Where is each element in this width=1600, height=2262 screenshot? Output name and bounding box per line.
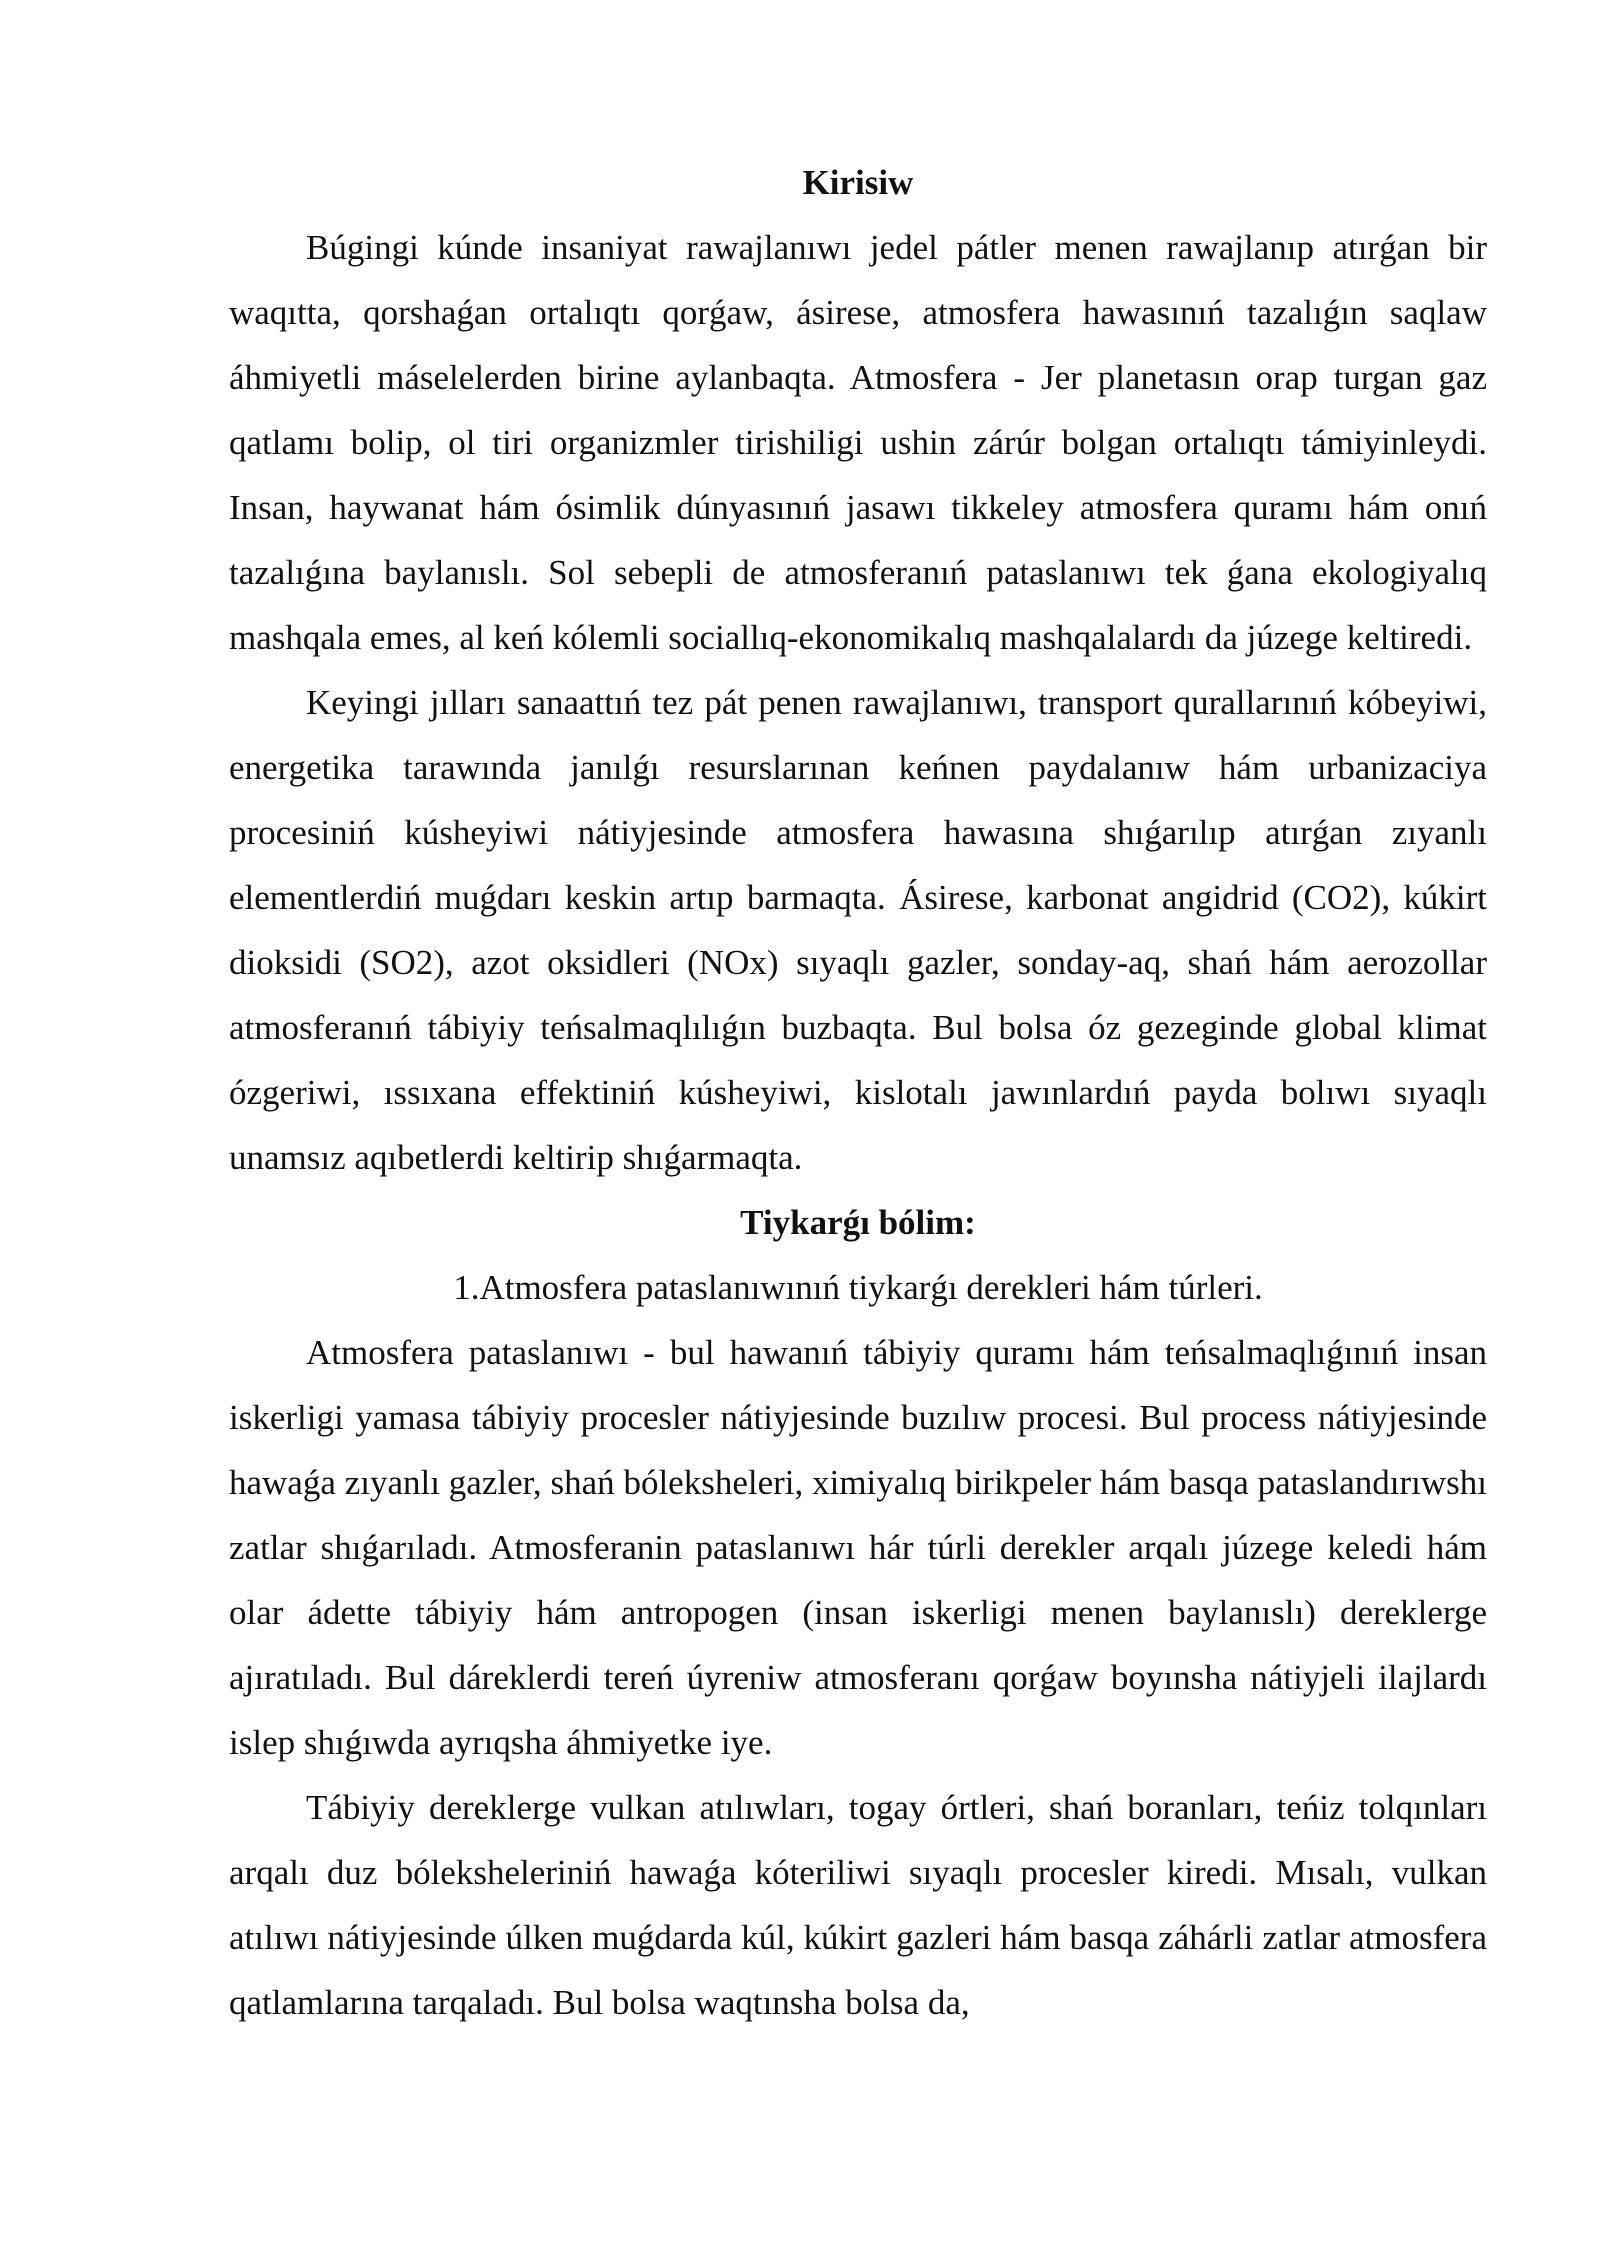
section-1-paragraph-1: Atmosfera pataslanıwı - bul hawanıń tábiyiy quramı hám teńsalmaqlıǵınıń insan iskerligi yamasa tábiyiy procesler nátiyjesinde buzılıw procesi. Bul process nátiyjesinde hawaǵa zıyanlı gazler, shań bóleksheleri, ximiyalıq birikpeler hám basqa pataslandırıwshı zatlar shıǵarıladı. Atmosferanin pataslanıwı hár túrli derekler arqalı júzege keledi hám olar ádette tábiyiy hám antropogen (insan iskerligi menen baylanıslı) dereklerge ajıratıladı. Bul dáreklerdi tereń úyreniw atmosferanı qorǵaw boyınsha nátiyjeli ilajlardı islep shıǵıwda ayrıqsha áhmiyetke iye. xyxy=(229,1333,1487,1762)
intro-paragraph-2: Keyingi jılları sanaattıń tez pát penen rawajlanıwı, transport qurallarınıń kóbeyiwi, energetika tarawında janılǵı resurslarınan keńnen paydalanıw hám urbanizaciya procesiniń kúsheyiwi nátiyjesinde atmosfera hawasına shıǵarılıp atırǵan zıyanlı elementlerdiń muǵdarı keskin artıp barmaqta. Ásirese, karbonat angidrid (CO2), kúkirt dioksidi (SO2), azot oksidleri (NOx) sıyaqlı gazler, sonday-aq, shań hám aerozollar atmosferanıń tábiyiy teńsalmaqlılıǵın buzbaqta. Bul bolsa óz gezeginde global klimat ózgeriwi, ıssıxana effektiniń kúsheyiwi, kislotalı jawınlardıń payda bolıwı sıyaqlı unamsız aqıbetlerdi keltirip shıǵarmaqta. xyxy=(229,683,1487,1177)
intro-paragraph-1: Búgingi kúnde insaniyat rawajlanıwı jedel pátler menen rawajlanıp atırǵan bir waqıtta, qorshaǵan ortalıqtı qorǵaw, ásirese, atmosfera hawasınıń tazalıǵın saqlaw áhmiyetli máselelerden birine aylanbaqta. Atmosfera - Jer planetasın orap turgan gaz qatlamı bolip, ol tiri organizmler tirishiligi ushin zárúr bolgan ortalıqtı támiyinleydi. Insan, haywanat hám ósimlik dúnyasınıń jasawı tikkeley atmosfera quramı hám onıń tazalıǵına baylanıslı. Sol sebepli de atmosferanıń pataslanıwı tek ǵana ekologiyalıq mashqala emes, al keń kólemli sociallıq-ekonomikalıq mashqalalardı da júzege keltiredi. xyxy=(229,228,1487,657)
main-section-title: Tiykarǵı bólim: xyxy=(740,1203,976,1242)
section-1-paragraph-2: Tábiyiy dereklerge vulkan atılıwları, togay órtleri, shań boranları, teńiz tolqınları arqalı duz bóleksheleriniń hawaǵa kóteriliwi sıyaqlı procesler kiredi. Mısalı, vulkan atılıwı nátiyjesinde úlken muǵdarda kúl, kúkirt gazleri hám basqa záhárli zatlar atmosfera qatlamlarına tarqaladı. Bul bolsa waqtınsha bolsa da, xyxy=(229,1788,1487,2022)
document-body xyxy=(229,150,1487,2035)
intro-title: Kirisiw xyxy=(802,163,914,202)
section-1-title: 1.Atmosfera pataslanıwınıń tiykarǵı derekleri hám túrleri. xyxy=(453,1268,1263,1307)
